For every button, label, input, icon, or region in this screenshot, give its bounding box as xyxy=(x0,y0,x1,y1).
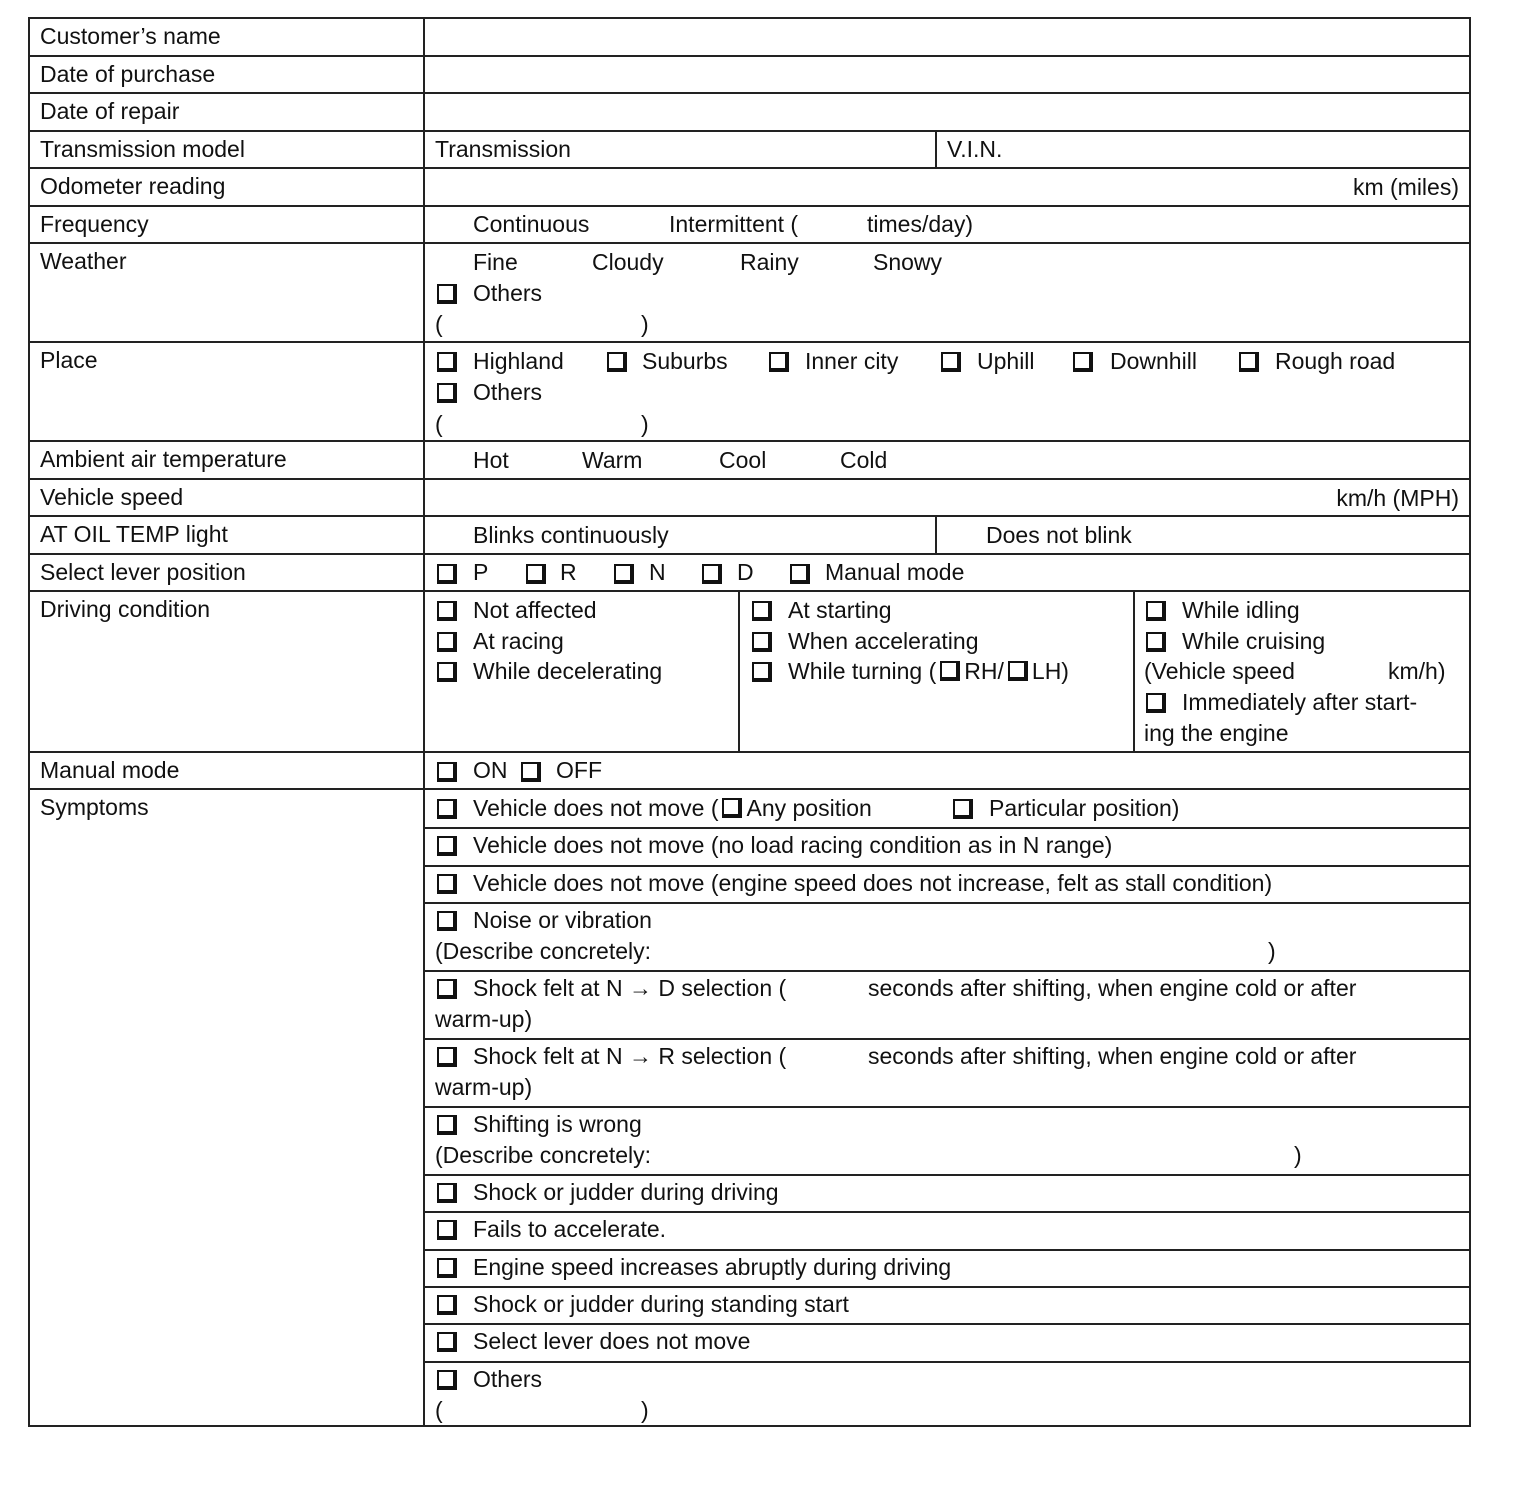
particular-position-checkbox[interactable] xyxy=(953,799,973,819)
opt-rainy[interactable]: Rainy xyxy=(740,249,799,275)
r-checkbox[interactable] xyxy=(526,564,546,584)
shifting-close-paren: ) xyxy=(1294,1142,1302,1168)
opt-uphill: Uphill xyxy=(977,348,1035,374)
symptom-shock-nr: Shock felt at N → R selection ( xyxy=(473,1043,787,1069)
opt-cool[interactable]: Cool xyxy=(719,447,767,473)
opt-rough-road: Rough road xyxy=(1275,348,1396,374)
opt-intermittent[interactable]: Intermittent ( xyxy=(669,211,799,237)
transmission-values xyxy=(425,132,1469,167)
ambient-options xyxy=(425,442,1469,478)
immediately-checkbox[interactable] xyxy=(1146,693,1166,713)
opt-cold[interactable]: Cold xyxy=(840,447,888,473)
label-at-oil-temp: AT OIL TEMP light xyxy=(40,521,228,547)
symptom-shifting-wrong: Shifting is wrong xyxy=(473,1111,642,1137)
opt-while-decel: While decelerating xyxy=(473,658,663,684)
vehicle-speed-paren: (Vehicle speed xyxy=(1144,658,1295,684)
s3-checkbox[interactable] xyxy=(437,874,457,894)
when-accel-checkbox[interactable] xyxy=(752,632,772,652)
on-checkbox[interactable] xyxy=(437,762,457,782)
opt-inner-city: Inner city xyxy=(805,348,899,374)
opt-continuous[interactable]: Continuous xyxy=(473,211,590,237)
row-customer-name xyxy=(30,19,1469,57)
opt-n: N xyxy=(649,559,666,585)
opt-at-racing: At racing xyxy=(473,628,564,654)
opt-p: P xyxy=(473,559,489,585)
times-day: times/day) xyxy=(867,211,974,237)
opt-d: D xyxy=(737,559,754,585)
lh-checkbox[interactable] xyxy=(1008,661,1028,681)
while-turning-text: While turning ( xyxy=(788,658,937,684)
p-checkbox[interactable] xyxy=(437,564,457,584)
particular-position-text: Particular position) xyxy=(989,795,1180,821)
row-date-purchase xyxy=(30,57,1469,94)
label-driving-condition: Driving condition xyxy=(40,596,211,622)
opt-r: R xyxy=(560,559,577,585)
weather-open-paren: ( xyxy=(435,311,443,337)
opt-off: OFF xyxy=(556,757,602,783)
symptom-no-load: Vehicle does not move (no load racing condition as in N range) xyxy=(473,832,1113,858)
place-options xyxy=(425,343,1469,440)
manual-mode-options xyxy=(425,753,1469,788)
s1-text: Vehicle does not move ( xyxy=(473,795,719,821)
row-weather xyxy=(30,244,1469,343)
place-others: Others xyxy=(473,379,543,405)
lh-text: LH) xyxy=(1031,658,1069,684)
weather-others-checkbox[interactable] xyxy=(437,284,457,304)
odometer-unit: km (miles) xyxy=(1352,174,1459,200)
off-checkbox[interactable] xyxy=(521,762,541,782)
driving-divider-1 xyxy=(738,592,740,751)
shock-nd-warmup: warm-up) xyxy=(435,1006,533,1032)
s2-checkbox[interactable] xyxy=(437,836,457,856)
n-checkbox[interactable] xyxy=(614,564,634,584)
opt-while-idling: While idling xyxy=(1182,597,1300,623)
transmission-label: Transmission xyxy=(435,136,571,162)
while-decel-checkbox[interactable] xyxy=(437,662,457,682)
customer-name-field[interactable] xyxy=(425,19,1469,55)
at-racing-checkbox[interactable] xyxy=(437,632,457,652)
opt-highland: Highland xyxy=(473,348,564,374)
vehicle-speed-field[interactable] xyxy=(425,480,1469,515)
row-select-lever xyxy=(30,555,1469,592)
at-starting-checkbox[interactable] xyxy=(752,601,772,621)
s5-checkbox[interactable] xyxy=(437,979,457,999)
symptom-noise: Noise or vibration xyxy=(473,907,652,933)
row-date-repair xyxy=(30,94,1469,132)
symptom-lever-stuck: Select lever does not move xyxy=(473,1328,751,1354)
highland-checkbox[interactable] xyxy=(437,352,457,372)
noise-close-paren: ) xyxy=(1268,938,1276,964)
opt-while-turning xyxy=(788,656,1069,686)
label-manual-mode: Manual mode xyxy=(40,757,180,783)
label-weather: Weather xyxy=(40,248,127,274)
symptom-options xyxy=(425,790,1469,1427)
row-transmission-model xyxy=(30,132,1469,169)
row-ambient xyxy=(30,442,1469,480)
symptom-others-open: ( xyxy=(435,1397,443,1423)
symptom-fails-accel: Fails to accelerate. xyxy=(473,1216,667,1242)
row-odometer xyxy=(30,169,1469,207)
label-odometer: Odometer reading xyxy=(40,173,226,199)
opt-hot[interactable]: Hot xyxy=(473,447,509,473)
not-affected-checkbox[interactable] xyxy=(437,601,457,621)
rh-text: RH/ xyxy=(964,658,1004,684)
symptom-stall: Vehicle does not move (engine speed does not increase, felt as stall condition) xyxy=(473,870,1273,896)
rough-road-checkbox[interactable] xyxy=(1239,352,1259,372)
s10-checkbox[interactable] xyxy=(437,1258,457,1278)
label-date-repair: Date of repair xyxy=(40,98,180,124)
s11-checkbox[interactable] xyxy=(437,1295,457,1315)
oil-divider xyxy=(935,517,937,553)
opt-while-cruising: While cruising xyxy=(1182,628,1326,654)
s1-checkbox[interactable] xyxy=(437,799,457,819)
while-cruising-checkbox[interactable] xyxy=(1146,632,1166,652)
label-customer-name: Customer’s name xyxy=(40,23,221,49)
label-symptoms: Symptoms xyxy=(40,794,149,820)
opt-at-starting: At starting xyxy=(788,597,892,623)
opt-snowy[interactable]: Snowy xyxy=(873,249,943,275)
s12-checkbox[interactable] xyxy=(437,1332,457,1352)
symptom-others-close: ) xyxy=(641,1397,649,1423)
kmh-paren: km/h) xyxy=(1388,658,1446,684)
date-purchase-field[interactable] xyxy=(425,57,1469,92)
at-oil-options xyxy=(425,517,1469,553)
rh-checkbox[interactable] xyxy=(940,661,960,681)
downhill-checkbox[interactable] xyxy=(1073,352,1093,372)
label-frequency: Frequency xyxy=(40,211,149,237)
shifting-describe: (Describe concretely: xyxy=(435,1142,652,1168)
weather-close-paren: ) xyxy=(641,311,649,337)
place-others-checkbox[interactable] xyxy=(437,383,457,403)
opt-downhill: Downhill xyxy=(1110,348,1197,374)
row-symptoms xyxy=(30,790,1469,1427)
uphill-checkbox[interactable] xyxy=(941,352,961,372)
s8-checkbox[interactable] xyxy=(437,1183,457,1203)
s6-checkbox[interactable] xyxy=(437,1047,457,1067)
label-vehicle-speed: Vehicle speed xyxy=(40,484,184,510)
shock-nr-seconds: seconds after shifting, when engine cold or after xyxy=(868,1043,1357,1069)
opt-not-affected: Not affected xyxy=(473,597,597,623)
opt-when-accel: When accelerating xyxy=(788,628,979,654)
while-turning-checkbox[interactable] xyxy=(752,662,772,682)
label-date-purchase: Date of purchase xyxy=(40,61,216,87)
row-manual-mode xyxy=(30,753,1469,790)
weather-options xyxy=(425,244,1469,341)
opt-manual-mode: Manual mode xyxy=(825,559,965,585)
vin-label: V.I.N. xyxy=(947,136,1003,162)
shock-nd-seconds: seconds after shifting, when engine cold or after xyxy=(868,975,1357,1001)
symptom-judder-start: Shock or judder during standing start xyxy=(473,1291,849,1317)
shock-nr-warmup: warm-up) xyxy=(435,1074,533,1100)
symptom-judder-driving: Shock or judder during driving xyxy=(473,1179,779,1205)
odometer-field[interactable] xyxy=(425,169,1469,205)
opt-immediately: Immediately after start- xyxy=(1182,689,1418,715)
symptom-shock-nd: Shock felt at N → D selection ( xyxy=(473,975,787,1001)
opt-cloudy[interactable]: Cloudy xyxy=(592,249,664,275)
row-place xyxy=(30,343,1469,442)
symptom-no-move xyxy=(473,793,872,823)
opt-no-blink[interactable]: Does not blink xyxy=(986,522,1132,548)
label-place: Place xyxy=(40,347,98,373)
s13-checkbox[interactable] xyxy=(437,1370,457,1390)
any-position-checkbox[interactable] xyxy=(722,798,742,818)
label-transmission-model: Transmission model xyxy=(40,136,245,162)
opt-on: ON xyxy=(473,757,508,783)
any-position-text: Any position xyxy=(746,795,872,821)
row-vehicle-speed xyxy=(30,480,1469,517)
opt-ing-engine: ing the engine xyxy=(1144,720,1289,746)
opt-warm[interactable]: Warm xyxy=(582,447,643,473)
manual-mode-checkbox[interactable] xyxy=(790,564,810,584)
row-at-oil-temp xyxy=(30,517,1469,555)
s9-checkbox[interactable] xyxy=(437,1220,457,1240)
row-driving-condition xyxy=(30,592,1469,753)
driving-options xyxy=(425,592,1469,751)
weather-others: Others xyxy=(473,280,543,306)
place-close-paren: ) xyxy=(641,411,649,437)
opt-blinks[interactable]: Blinks continuously xyxy=(473,522,669,548)
s7-checkbox[interactable] xyxy=(437,1115,457,1135)
opt-fine[interactable]: Fine xyxy=(473,249,518,275)
opt-suburbs: Suburbs xyxy=(642,348,728,374)
place-open-paren: ( xyxy=(435,411,443,437)
s4-checkbox[interactable] xyxy=(437,911,457,931)
frequency-options xyxy=(425,207,1469,242)
label-ambient: Ambient air temperature xyxy=(40,446,287,472)
row-frequency xyxy=(30,207,1469,244)
d-checkbox[interactable] xyxy=(702,564,722,584)
suburbs-checkbox[interactable] xyxy=(607,352,627,372)
driving-divider-2 xyxy=(1133,592,1135,751)
vin-divider xyxy=(935,132,937,167)
while-idling-checkbox[interactable] xyxy=(1146,601,1166,621)
noise-describe: (Describe concretely: xyxy=(435,938,652,964)
diagnosis-form xyxy=(28,17,1471,1427)
label-select-lever: Select lever position xyxy=(40,559,246,585)
symptom-others: Others xyxy=(473,1366,543,1392)
lever-options xyxy=(425,555,1469,590)
inner-city-checkbox[interactable] xyxy=(769,352,789,372)
symptom-engine-speed: Engine speed increases abruptly during driving xyxy=(473,1254,952,1280)
speed-unit: km/h (MPH) xyxy=(1336,485,1459,511)
date-repair-field[interactable] xyxy=(425,94,1469,130)
